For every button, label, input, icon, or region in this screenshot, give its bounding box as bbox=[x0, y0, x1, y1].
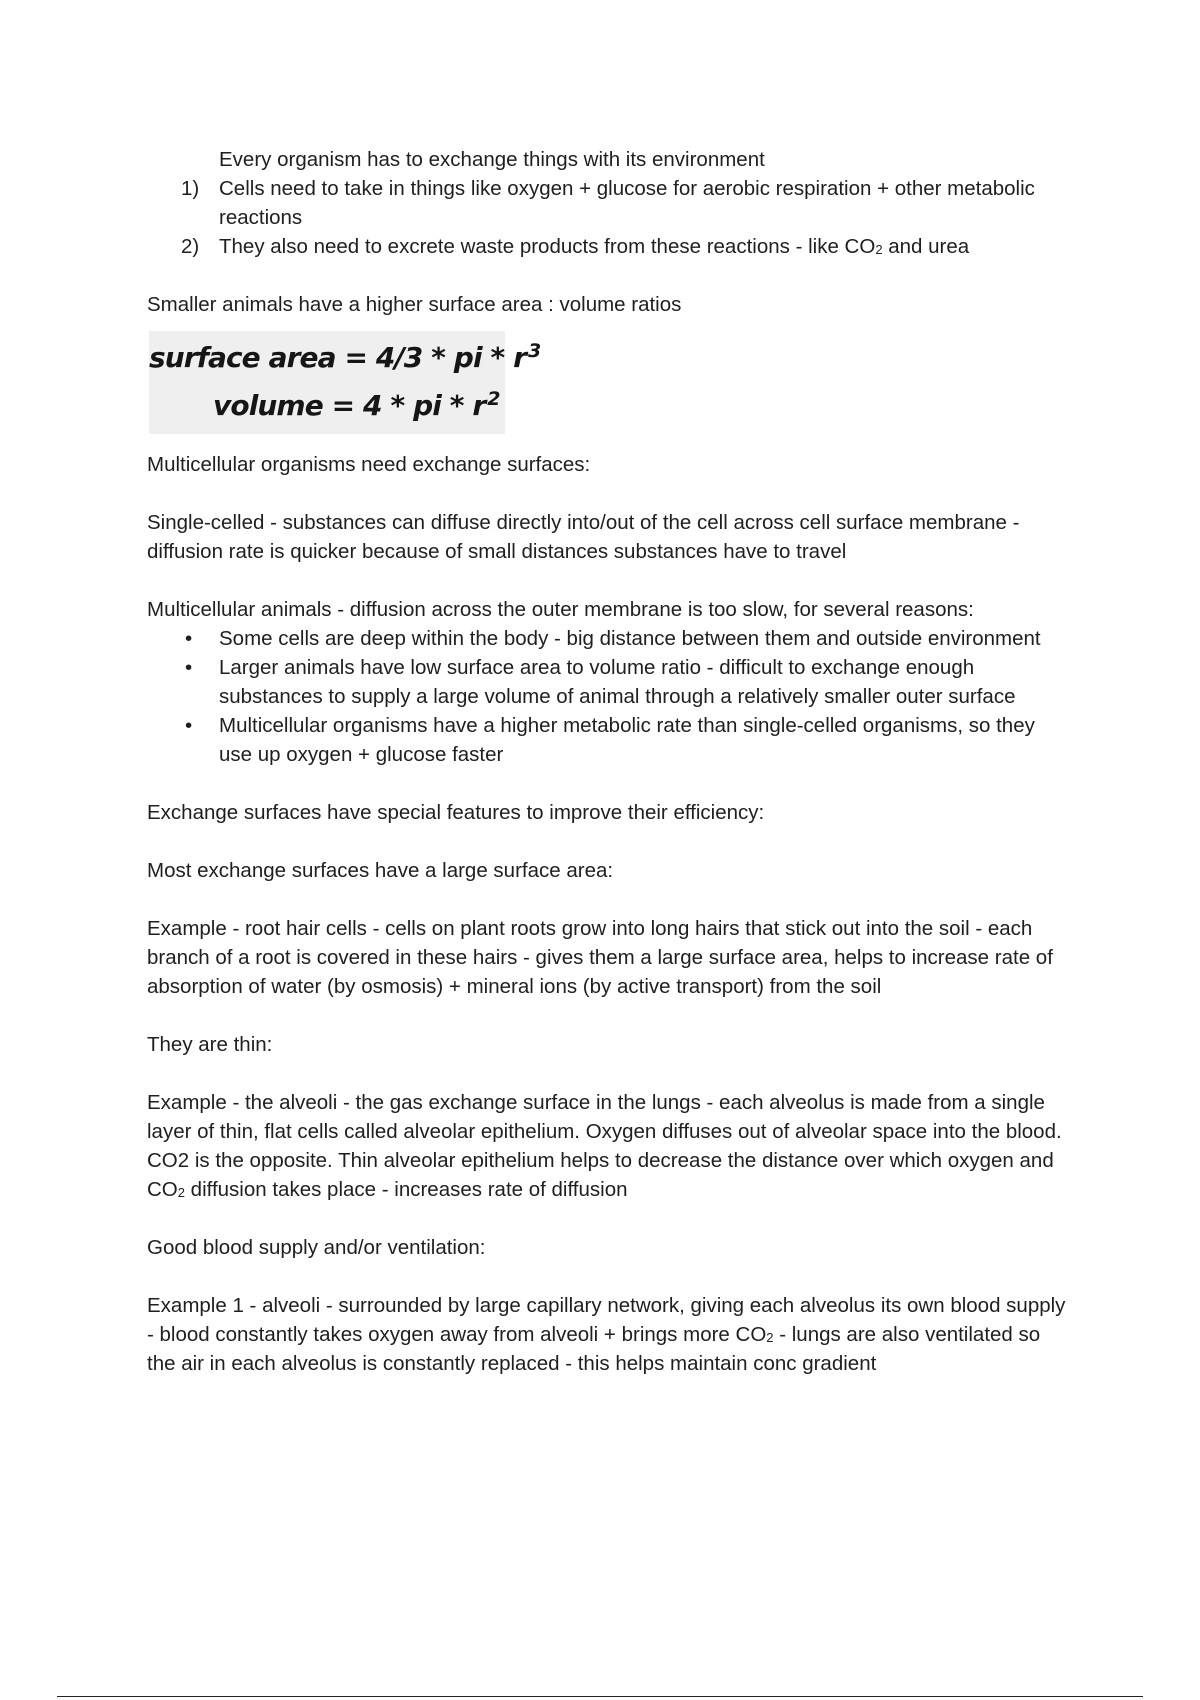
volume-formula: volume = 4 * pi * r $^2$ bbox=[213, 388, 500, 422]
list-marker: 2) bbox=[181, 235, 200, 258]
list-item bbox=[147, 653, 1067, 711]
bullet-marker: • bbox=[185, 714, 193, 737]
formula-image bbox=[149, 331, 541, 434]
list-item-text: Some cells are deep within the body - big distance between them and outside environment bbox=[219, 627, 1041, 650]
bullet-marker: • bbox=[185, 627, 193, 650]
multicellular-heading: Multicellular organisms need exchange surfaces: bbox=[147, 453, 591, 476]
list-item-text: Cells need to take in things like oxygen + glucose for aerobic respiration + other metabolic reactions bbox=[219, 177, 1035, 229]
capillary-example: Example 1 - alveoli - surrounded by large capillary network, giving each alveolus its own blood supply - blood constantly takes oxygen away from alveoli + brings more $CO_2$ - lungs are also ventilated so the air in each alveolus is constantly replaced - this helps maintain conc gradient bbox=[147, 1294, 1066, 1375]
bullet-marker: • bbox=[185, 656, 193, 679]
surface-area-formula: surface area = 4/3 * pi * r $^3$ bbox=[149, 340, 541, 374]
single-celled-paragraph: Single-celled - substances can diffuse directly into/out of the cell across cell surface membrane - diffusion rate is quicker because of small distances substances have to travel bbox=[147, 511, 1020, 563]
ratio-line: Smaller animals have a higher surface area : volume ratios bbox=[147, 293, 682, 316]
multicellular-animals-paragraph: Multicellular animals - diffusion across the outer membrane is too slow, for several reasons: bbox=[147, 598, 974, 621]
blood-supply-heading: Good blood supply and/or ventilation: bbox=[147, 1236, 486, 1259]
alveoli-example: Example - the alveoli - the gas exchange surface in the lungs - each alveolus is made from a single layer of thin, flat cells called alveolar epithelium. Oxygen diffuses out of alveolar space into the blood. CO2 is the opposite. Thin alveolar epithelium helps to decrease the distance over which oxygen and $CO_2$ diffusion takes place - increases rate of diffusion bbox=[147, 1091, 1062, 1201]
list-item bbox=[147, 624, 1067, 653]
list-item-text: Larger animals have low surface area to volume ratio - difficult to exchange enough substances to supply a large volume of animal through a relatively smaller outer surface bbox=[219, 656, 1016, 708]
list-item-text: They also need to excrete waste products from these reactions - like $CO_2$ and urea bbox=[219, 235, 970, 258]
list-item bbox=[147, 232, 1067, 261]
intro-line: Every organism has to exchange things with its environment bbox=[219, 148, 765, 171]
list-marker: 1) bbox=[181, 177, 200, 200]
reasons-list bbox=[147, 624, 1067, 769]
list-item bbox=[147, 711, 1067, 769]
numbered-list bbox=[147, 174, 1067, 261]
features-heading: Exchange surfaces have special features to improve their efficiency: bbox=[147, 801, 765, 824]
page-divider bbox=[57, 1696, 1143, 1697]
document-body bbox=[147, 145, 1067, 1378]
thin-heading: They are thin: bbox=[147, 1033, 273, 1056]
large-surface-area-heading: Most exchange surfaces have a large surface area: bbox=[147, 859, 614, 882]
list-item-text: Multicellular organisms have a higher metabolic rate than single-celled organisms, so they use up oxygen + glucose faster bbox=[219, 714, 1035, 766]
root-hair-example: Example - root hair cells - cells on plant roots grow into long hairs that stick out into the soil - each branch of a root is covered in these hairs - gives them a large surface area, helps to increase rate of absorption of water (by osmosis) + mineral ions (by active transport) from the soil bbox=[147, 917, 1053, 998]
list-item bbox=[147, 174, 1067, 232]
